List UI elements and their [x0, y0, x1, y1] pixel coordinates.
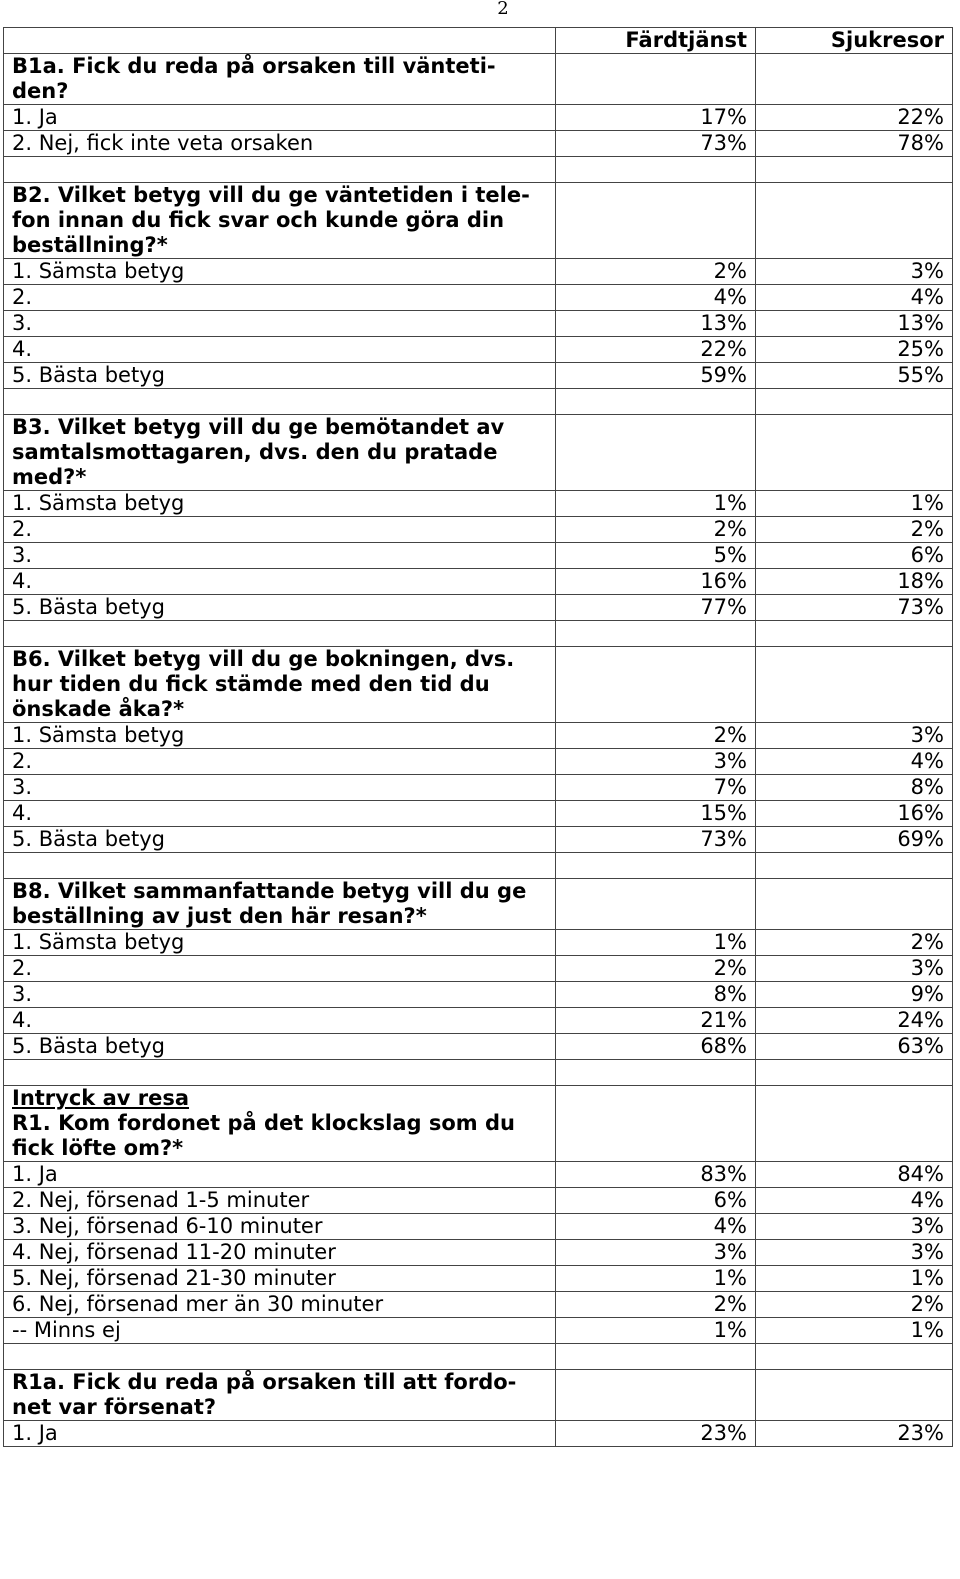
answer-label: 5. Bästa betyg [4, 1034, 556, 1060]
sjukresor-value: 2% [756, 930, 953, 956]
fardtjanst-value: 2% [556, 259, 756, 285]
question-text [4, 647, 556, 723]
fardtjanst-value: 3% [556, 1240, 756, 1266]
answer-row [4, 956, 953, 982]
fardtjanst-value: 73% [556, 827, 756, 853]
answer-row [4, 363, 953, 389]
spacer-cell [756, 853, 953, 879]
spacer-cell [756, 1344, 953, 1370]
fardtjanst-value: 16% [556, 569, 756, 595]
sjukresor-value: 2% [756, 1292, 953, 1318]
question-empty-cell [556, 183, 756, 259]
sjukresor-value: 4% [756, 749, 953, 775]
fardtjanst-value: 59% [556, 363, 756, 389]
spacer-cell [756, 1060, 953, 1086]
question-text [4, 1086, 556, 1162]
question-empty-cell [556, 54, 756, 105]
spacer-cell [556, 389, 756, 415]
fardtjanst-value: 8% [556, 982, 756, 1008]
question-label: B8. Vilket sammanfattande betyg vill du ge beställning av just den här resan?* [12, 879, 527, 928]
spacer-cell [556, 157, 756, 183]
spacer-cell [556, 621, 756, 647]
spacer-cell [756, 621, 953, 647]
question-row [4, 415, 953, 491]
answer-label: 2. Nej, fick inte veta orsaken [4, 131, 556, 157]
answer-label: 4. [4, 569, 556, 595]
sjukresor-value: 2% [756, 517, 953, 543]
answer-row [4, 131, 953, 157]
spacer-cell [556, 1060, 756, 1086]
spacer-cell [756, 157, 953, 183]
question-row [4, 1086, 953, 1162]
answer-label: 2. [4, 517, 556, 543]
spacer-row [4, 389, 953, 415]
sjukresor-value: 3% [756, 1240, 953, 1266]
question-empty-cell [556, 879, 756, 930]
answer-row [4, 1318, 953, 1344]
question-row [4, 647, 953, 723]
question-row [4, 183, 953, 259]
answer-label: 1. Sämsta betyg [4, 723, 556, 749]
sjukresor-value: 24% [756, 1008, 953, 1034]
answer-label: 4. [4, 1008, 556, 1034]
answer-row [4, 1008, 953, 1034]
answer-row [4, 1214, 953, 1240]
sjukresor-value: 3% [756, 1214, 953, 1240]
answer-row [4, 337, 953, 363]
fardtjanst-value: 1% [556, 1318, 756, 1344]
question-text [4, 54, 556, 105]
answer-label: 2. [4, 285, 556, 311]
answer-label: 4. [4, 337, 556, 363]
question-empty-cell [756, 183, 953, 259]
answer-row [4, 982, 953, 1008]
question-empty-cell [756, 647, 953, 723]
survey-results-table [3, 27, 953, 1447]
question-empty-cell [756, 1086, 953, 1162]
question-text [4, 1370, 556, 1421]
answer-row [4, 259, 953, 285]
question-label: B6. Vilket betyg vill du ge bokningen, dvs. hur tiden du fick stämde med den tid du önskade åka?* [12, 647, 515, 721]
answer-label: -- Minns ej [4, 1318, 556, 1344]
fardtjanst-value: 77% [556, 595, 756, 621]
answer-label: 3. [4, 543, 556, 569]
answer-row [4, 1162, 953, 1188]
answer-label: 5. Nej, försenad 21-30 minuter [4, 1266, 556, 1292]
answer-label: 3. [4, 775, 556, 801]
fardtjanst-value: 22% [556, 337, 756, 363]
fardtjanst-value: 83% [556, 1162, 756, 1188]
answer-label: 1. Sämsta betyg [4, 491, 556, 517]
question-empty-cell [556, 1370, 756, 1421]
sjukresor-value: 4% [756, 1188, 953, 1214]
question-row [4, 879, 953, 930]
sjukresor-value: 78% [756, 131, 953, 157]
fardtjanst-value: 17% [556, 105, 756, 131]
answer-row [4, 595, 953, 621]
sjukresor-value: 6% [756, 543, 953, 569]
sjukresor-value: 22% [756, 105, 953, 131]
fardtjanst-value: 21% [556, 1008, 756, 1034]
spacer-cell [756, 389, 953, 415]
section-heading: Intryck av resa [12, 1086, 190, 1110]
question-text [4, 415, 556, 491]
fardtjanst-value: 2% [556, 956, 756, 982]
question-label: R1. Kom fordonet på det klockslag som du fick löfte om?* [12, 1111, 515, 1160]
fardtjanst-value: 2% [556, 1292, 756, 1318]
answer-label: 4. Nej, försenad 11-20 minuter [4, 1240, 556, 1266]
fardtjanst-value: 6% [556, 1188, 756, 1214]
sjukresor-value: 3% [756, 723, 953, 749]
answer-row [4, 1421, 953, 1447]
answer-label: 1. Sämsta betyg [4, 259, 556, 285]
answer-label: 5. Bästa betyg [4, 595, 556, 621]
sjukresor-value: 69% [756, 827, 953, 853]
sjukresor-value: 16% [756, 801, 953, 827]
answer-label: 2. [4, 749, 556, 775]
question-empty-cell [756, 54, 953, 105]
answer-label: 6. Nej, försenad mer än 30 minuter [4, 1292, 556, 1318]
spacer-cell [4, 1060, 556, 1086]
sjukresor-value: 4% [756, 285, 953, 311]
sjukresor-value: 13% [756, 311, 953, 337]
question-text [4, 183, 556, 259]
sjukresor-value: 25% [756, 337, 953, 363]
spacer-cell [556, 853, 756, 879]
question-text [4, 879, 556, 930]
fardtjanst-value: 3% [556, 749, 756, 775]
sjukresor-value: 1% [756, 1318, 953, 1344]
answer-label: 4. [4, 801, 556, 827]
question-empty-cell [756, 1370, 953, 1421]
page-number: 2 [497, 0, 509, 19]
column-header-row [4, 28, 953, 54]
column-header-sjukresor: Sjukresor [756, 28, 953, 54]
answer-row [4, 1034, 953, 1060]
answer-label: 1. Sämsta betyg [4, 930, 556, 956]
spacer-cell [556, 1344, 756, 1370]
answer-label: 1. Ja [4, 105, 556, 131]
answer-row [4, 930, 953, 956]
answer-label: 3. [4, 311, 556, 337]
fardtjanst-value: 7% [556, 775, 756, 801]
sjukresor-value: 8% [756, 775, 953, 801]
answer-row [4, 827, 953, 853]
spacer-cell [4, 389, 556, 415]
answer-row [4, 775, 953, 801]
fardtjanst-value: 13% [556, 311, 756, 337]
fardtjanst-value: 1% [556, 491, 756, 517]
fardtjanst-value: 68% [556, 1034, 756, 1060]
answer-row [4, 105, 953, 131]
sjukresor-value: 1% [756, 491, 953, 517]
spacer-row [4, 621, 953, 647]
spacer-cell [4, 621, 556, 647]
answer-label: 3. Nej, försenad 6-10 minuter [4, 1214, 556, 1240]
question-label: R1a. Fick du reda på orsaken till att fordo-net var försenat? [12, 1370, 517, 1419]
sjukresor-value: 3% [756, 956, 953, 982]
fardtjanst-value: 2% [556, 517, 756, 543]
sjukresor-value: 63% [756, 1034, 953, 1060]
column-header-fardtjanst: Färdtjänst [556, 28, 756, 54]
sjukresor-value: 73% [756, 595, 953, 621]
answer-label: 2. Nej, försenad 1-5 minuter [4, 1188, 556, 1214]
answer-row [4, 491, 953, 517]
question-row [4, 54, 953, 105]
answer-row [4, 517, 953, 543]
fardtjanst-value: 2% [556, 723, 756, 749]
answer-row [4, 1292, 953, 1318]
spacer-cell [4, 157, 556, 183]
spacer-row [4, 1060, 953, 1086]
question-empty-cell [556, 647, 756, 723]
answer-label: 5. Bästa betyg [4, 363, 556, 389]
sjukresor-value: 55% [756, 363, 953, 389]
answer-row [4, 311, 953, 337]
sjukresor-value: 9% [756, 982, 953, 1008]
fardtjanst-value: 1% [556, 1266, 756, 1292]
answer-label: 1. Ja [4, 1162, 556, 1188]
fardtjanst-value: 5% [556, 543, 756, 569]
spacer-cell [4, 853, 556, 879]
sjukresor-value: 1% [756, 1266, 953, 1292]
answer-label: 1. Ja [4, 1421, 556, 1447]
answer-row [4, 723, 953, 749]
answer-row [4, 1240, 953, 1266]
fardtjanst-value: 15% [556, 801, 756, 827]
spacer-row [4, 1344, 953, 1370]
answer-row [4, 1188, 953, 1214]
fardtjanst-value: 23% [556, 1421, 756, 1447]
fardtjanst-value: 73% [556, 131, 756, 157]
question-label: B1a. Fick du reda på orsaken till vänteti-den? [12, 54, 496, 103]
header-blank-cell [4, 28, 556, 54]
answer-row [4, 1266, 953, 1292]
sjukresor-value: 18% [756, 569, 953, 595]
question-label: B3. Vilket betyg vill du ge bemötandet av samtalsmottagaren, dvs. den du pratade med?* [12, 415, 505, 489]
answer-label: 5. Bästa betyg [4, 827, 556, 853]
sjukresor-value: 3% [756, 259, 953, 285]
question-empty-cell [756, 879, 953, 930]
spacer-row [4, 157, 953, 183]
answer-label: 2. [4, 956, 556, 982]
sjukresor-value: 23% [756, 1421, 953, 1447]
fardtjanst-value: 4% [556, 1214, 756, 1240]
question-label: B2. Vilket betyg vill du ge väntetiden i tele-fon innan du fick svar och kunde göra din beställning?* [12, 183, 530, 257]
answer-row [4, 569, 953, 595]
answer-label: 3. [4, 982, 556, 1008]
answer-row [4, 801, 953, 827]
fardtjanst-value: 4% [556, 285, 756, 311]
fardtjanst-value: 1% [556, 930, 756, 956]
spacer-row [4, 853, 953, 879]
spacer-cell [4, 1344, 556, 1370]
sjukresor-value: 84% [756, 1162, 953, 1188]
answer-row [4, 285, 953, 311]
answer-row [4, 749, 953, 775]
question-row [4, 1370, 953, 1421]
question-empty-cell [556, 1086, 756, 1162]
answer-row [4, 543, 953, 569]
question-empty-cell [556, 415, 756, 491]
question-empty-cell [756, 415, 953, 491]
